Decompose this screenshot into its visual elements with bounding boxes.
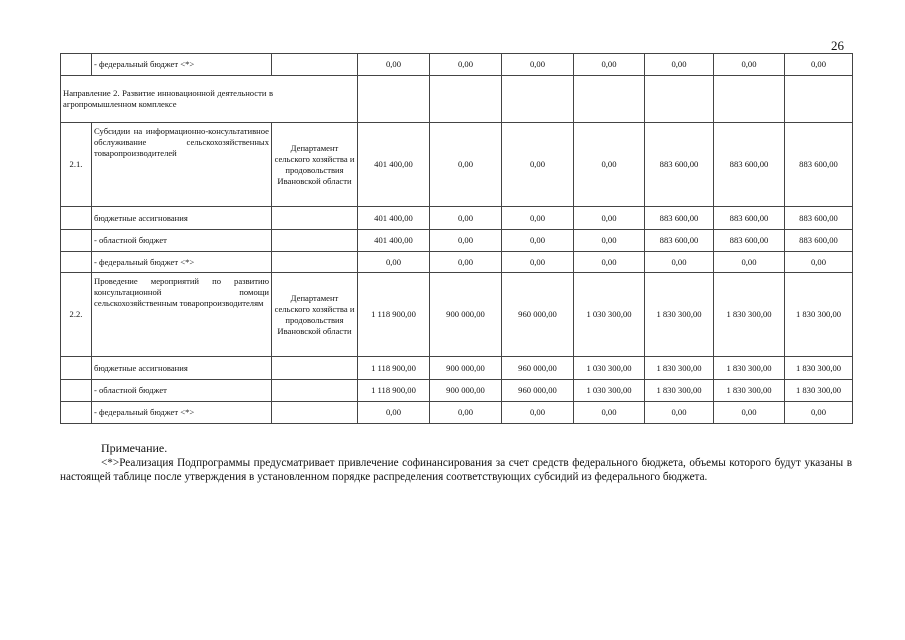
table-row	[61, 252, 853, 273]
row-number-cell	[61, 380, 92, 402]
value-cell	[358, 76, 430, 123]
table-row	[61, 357, 853, 380]
value-cell: 0,00	[645, 402, 714, 424]
value-cell: 0,00	[502, 207, 574, 230]
value-cell: 0,00	[502, 123, 574, 207]
row-number-cell: 2.2.	[61, 273, 92, 357]
value-cell: 1 830 300,00	[785, 380, 853, 402]
value-cell: 0,00	[430, 402, 502, 424]
value-cell: 0,00	[645, 54, 714, 76]
value-cell	[502, 76, 574, 123]
row-label: - федеральный бюджет <*>	[92, 252, 272, 273]
executor-cell: Департамент сельского хозяйства и продовольствия Ивановской области	[272, 123, 358, 207]
row-number-cell: 2.1.	[61, 123, 92, 207]
value-cell: 0,00	[785, 252, 853, 273]
value-cell: 0,00	[502, 230, 574, 252]
row-label: Проведение мероприятий по развитию консультационной помощи сельскохозяйственным товаропроизводителям	[92, 273, 272, 357]
value-cell: 883 600,00	[785, 230, 853, 252]
budget-table	[60, 53, 853, 424]
value-cell	[645, 76, 714, 123]
value-cell	[714, 76, 785, 123]
row-label: - федеральный бюджет <*>	[92, 402, 272, 424]
value-cell: 960 000,00	[502, 273, 574, 357]
table-row	[61, 76, 853, 123]
value-cell: 0,00	[714, 252, 785, 273]
value-cell	[785, 76, 853, 123]
row-number-cell	[61, 402, 92, 424]
value-cell: 883 600,00	[645, 123, 714, 207]
value-cell: 0,00	[574, 54, 645, 76]
table-row	[61, 207, 853, 230]
value-cell: 883 600,00	[645, 230, 714, 252]
row-number-cell	[61, 357, 92, 380]
executor-cell	[272, 207, 358, 230]
note-text: <*>Реализация Подпрограммы предусматривает привлечение софинансирования за счет средств федерального бюджета, объемы которого будут указаны в настоящей таблице после утверждения в установленном порядке распределения соответствующих субсидий из федерального бюджета.	[60, 457, 852, 484]
row-label: - областной бюджет	[92, 380, 272, 402]
value-cell: 1 118 900,00	[358, 357, 430, 380]
row-label: Субсидии на информационно-консультативное обслуживание сельскохозяйственных товаропроизводителей	[92, 123, 272, 207]
value-cell: 1 030 300,00	[574, 357, 645, 380]
value-cell: 883 600,00	[714, 123, 785, 207]
table-row	[61, 402, 853, 424]
table-row	[61, 273, 853, 357]
executor-cell	[272, 357, 358, 380]
value-cell: 883 600,00	[714, 230, 785, 252]
value-cell: 401 400,00	[358, 230, 430, 252]
value-cell: 1 030 300,00	[574, 380, 645, 402]
value-cell: 883 600,00	[645, 207, 714, 230]
value-cell: 0,00	[574, 252, 645, 273]
value-cell: 0,00	[645, 252, 714, 273]
value-cell: 883 600,00	[785, 207, 853, 230]
direction-heading	[61, 76, 358, 123]
row-label: бюджетные ассигнования	[92, 357, 272, 380]
value-cell: 900 000,00	[430, 273, 502, 357]
row-number-cell	[61, 54, 92, 76]
value-cell: 0,00	[430, 252, 502, 273]
row-label: бюджетные ассигнования	[92, 207, 272, 230]
executor-cell	[272, 230, 358, 252]
value-cell: 900 000,00	[430, 380, 502, 402]
row-label: - областной бюджет	[92, 230, 272, 252]
direction-label: Направление 2. Развитие инновационной деятельности в агропромышленном комплексе	[63, 88, 273, 109]
value-cell: 0,00	[574, 230, 645, 252]
page-number: 26	[831, 38, 844, 53]
value-cell: 0,00	[574, 402, 645, 424]
value-cell: 1 030 300,00	[574, 273, 645, 357]
row-number-cell	[61, 207, 92, 230]
value-cell: 0,00	[714, 54, 785, 76]
value-cell: 0,00	[785, 402, 853, 424]
value-cell: 1 118 900,00	[358, 273, 430, 357]
value-cell: 0,00	[430, 207, 502, 230]
value-cell: 401 400,00	[358, 123, 430, 207]
value-cell: 1 830 300,00	[785, 357, 853, 380]
value-cell: 0,00	[502, 252, 574, 273]
value-cell: 1 830 300,00	[645, 273, 714, 357]
value-cell: 1 830 300,00	[645, 357, 714, 380]
executor-cell	[272, 380, 358, 402]
value-cell: 1 830 300,00	[714, 273, 785, 357]
value-cell: 883 600,00	[714, 207, 785, 230]
value-cell: 0,00	[430, 123, 502, 207]
value-cell: 0,00	[785, 54, 853, 76]
value-cell: 0,00	[502, 54, 574, 76]
table-row	[61, 380, 853, 402]
executor-cell	[272, 402, 358, 424]
value-cell: 1 118 900,00	[358, 380, 430, 402]
value-cell: 1 830 300,00	[785, 273, 853, 357]
value-cell: 0,00	[574, 207, 645, 230]
table-row	[61, 123, 853, 207]
table-row	[61, 54, 853, 76]
executor-cell: Департамент сельского хозяйства и продовольствия Ивановской области	[272, 273, 358, 357]
value-cell: 0,00	[358, 54, 430, 76]
executor-cell	[272, 54, 358, 76]
value-cell: 960 000,00	[502, 357, 574, 380]
value-cell: 0,00	[502, 402, 574, 424]
value-cell: 900 000,00	[430, 357, 502, 380]
value-cell: 0,00	[358, 252, 430, 273]
value-cell: 1 830 300,00	[714, 357, 785, 380]
row-number-cell	[61, 252, 92, 273]
value-cell: 1 830 300,00	[645, 380, 714, 402]
value-cell: 0,00	[430, 230, 502, 252]
row-label: - федеральный бюджет <*>	[92, 54, 272, 76]
table-row	[61, 230, 853, 252]
value-cell: 0,00	[430, 54, 502, 76]
value-cell: 0,00	[574, 123, 645, 207]
value-cell: 0,00	[714, 402, 785, 424]
executor-cell	[272, 252, 358, 273]
value-cell: 960 000,00	[502, 380, 574, 402]
row-number-cell	[61, 230, 92, 252]
value-cell: 883 600,00	[785, 123, 853, 207]
value-cell: 0,00	[358, 402, 430, 424]
note-title: Примечание.	[101, 441, 168, 455]
value-cell	[430, 76, 502, 123]
value-cell: 401 400,00	[358, 207, 430, 230]
value-cell	[574, 76, 645, 123]
value-cell: 1 830 300,00	[714, 380, 785, 402]
